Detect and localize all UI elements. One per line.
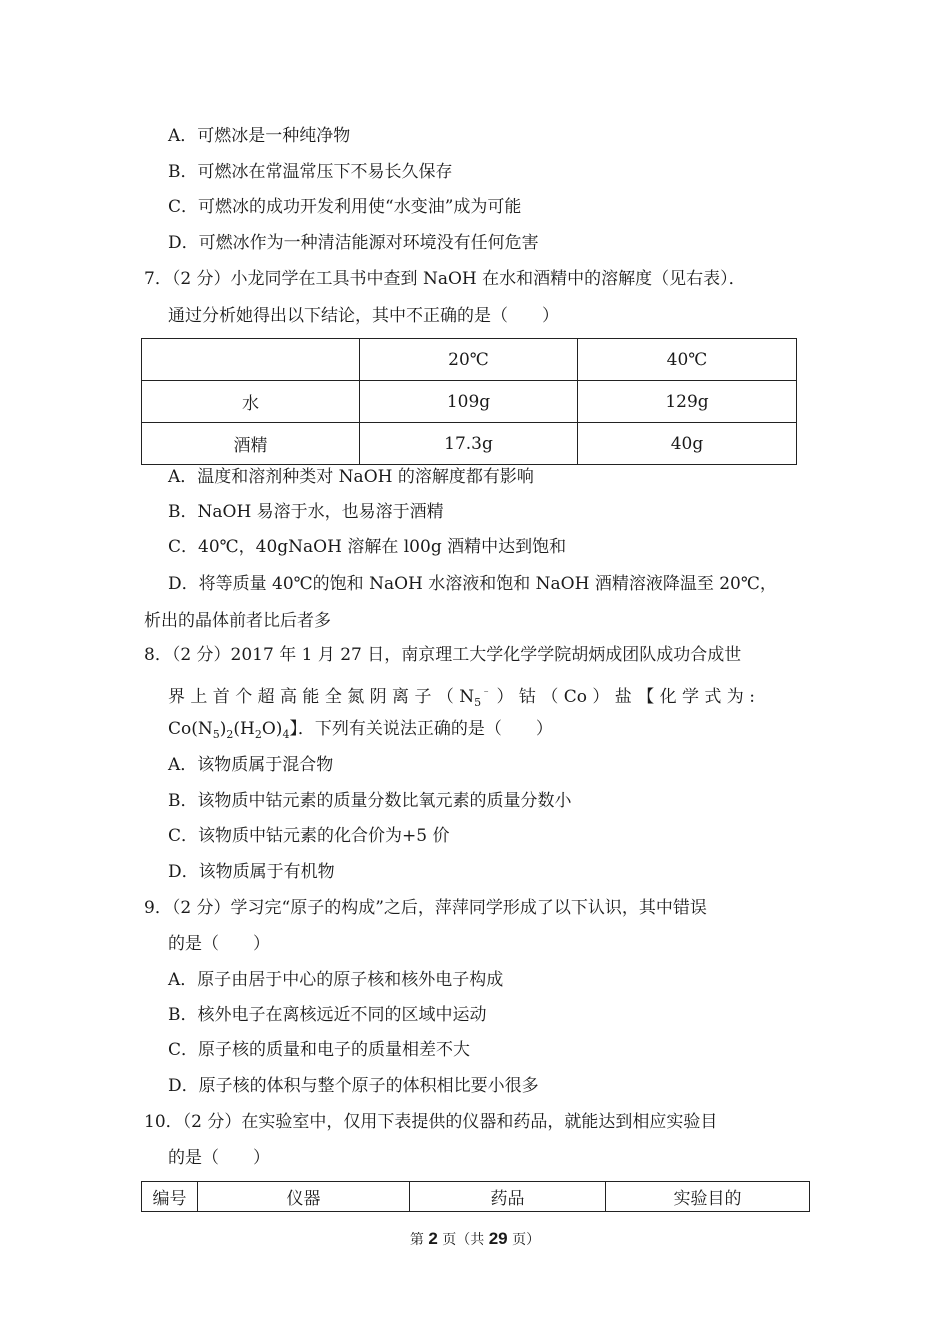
- q8-formula-subscript: 2: [226, 728, 234, 741]
- q6-option-d: D．可燃冰作为一种清洁能源对环境没有任何危害: [168, 233, 539, 253]
- q7-solubility-table: [141, 338, 797, 465]
- q9-option-a: A．原子由居于中心的原子核和核外电子构成: [168, 970, 504, 990]
- q10-stem-line2: 的是（ ）: [168, 1148, 270, 1168]
- q7-option-a: A．温度和溶剂种类对 NaOH 的溶解度都有影响: [168, 467, 534, 487]
- q7-table-row-label: 水: [142, 381, 360, 423]
- footer-prefix: 第: [409, 1232, 429, 1248]
- q8-stem-line2-text-b: ） 钴 （ Co ） 盐 【 化 学 式 为 :: [491, 687, 755, 707]
- page-footer: [0, 1228, 950, 1251]
- q6-option-c: C．可燃冰的成功开发利用使“水变油”成为可能: [168, 197, 522, 217]
- q7-table-corner-cell: [142, 339, 360, 381]
- q9-option-b: B．核外电子在离核远近不同的区域中运动: [168, 1005, 487, 1025]
- q7-table-cell: 17.3g: [360, 423, 578, 465]
- q8-formula: [168, 719, 289, 739]
- q7-stem-line2: 通过分析她得出以下结论，其中不正确的是（ ）: [168, 306, 559, 326]
- q8-option-d: D．该物质属于有机物: [168, 862, 335, 882]
- q7-stem-line1: 7．（2 分）小龙同学在工具书中查到 NaOH 在水和酒精中的溶解度（见右表）．: [144, 269, 746, 289]
- q8-option-c: C．该物质中钴元素的化合价为+5 价: [168, 826, 450, 846]
- q8-stem-line3-tail: 】．下列有关说法正确的是（ ）: [289, 719, 553, 739]
- q7-table-header-20c: 20℃: [360, 339, 578, 381]
- q8-formula-subscript: 4: [282, 728, 290, 741]
- q6-option-a: A．可燃冰是一种纯净物: [168, 126, 351, 146]
- q7-table-cell: 129g: [578, 381, 797, 423]
- q9-option-d: D．原子核的体积与整个原子的体积相比要小很多: [168, 1076, 539, 1096]
- q10-header-purpose: 实验目的: [606, 1182, 810, 1212]
- q9-stem-line1: 9．（2 分）学习完“原子的构成”之后，萍萍同学形成了以下认识，其中错误: [144, 898, 707, 918]
- footer-page-number: 2: [428, 1229, 438, 1248]
- q6-option-b: B．可燃冰在常温常压下不易长久保存: [168, 162, 453, 182]
- q9-option-c: C．原子核的质量和电子的质量相差不大: [168, 1040, 471, 1060]
- q8-ion-charge: ﹣: [481, 686, 492, 697]
- q8-formula-subscript: 2: [254, 728, 262, 741]
- q8-formula-part: (H: [233, 719, 255, 739]
- q8-stem-line1: 8．（2 分）2017 年 1 月 27 日，南京理工大学化学学院胡炳成团队成功合成世: [144, 645, 742, 665]
- q8-formula-part: Co(N: [168, 719, 213, 739]
- q8-formula-part: ): [219, 719, 227, 739]
- q7-option-b: B．NaOH 易溶于水，也易溶于酒精: [168, 502, 444, 522]
- q10-header-number: 编号: [142, 1182, 198, 1212]
- q10-experiment-table: [141, 1181, 810, 1212]
- q9-stem-line2: 的是（ ）: [168, 934, 270, 954]
- q7-table-cell: 109g: [360, 381, 578, 423]
- footer-suffix: 页）: [507, 1232, 541, 1248]
- q8-ion-subscript: 5: [474, 696, 482, 709]
- q7-option-d: D．将等质量 40℃的饱和 NaOH 水溶液和饱和 NaOH 酒精溶液降温至 20℃，: [168, 574, 777, 594]
- q8-option-b: B．该物质中钴元素的质量分数比氧元素的质量分数小: [168, 791, 572, 811]
- footer-total-pages: 29: [488, 1229, 508, 1248]
- footer-middle: 页（共: [437, 1232, 489, 1248]
- q8-formula-subscript: 5: [212, 728, 220, 741]
- q8-stem-line2-text: 界 上 首 个 超 高 能 全 氮 阴 离 子 （ N: [168, 687, 475, 707]
- q10-stem-line1: 10．（2 分）在实验室中，仅用下表提供的仪器和药品，就能达到相应实验目: [144, 1112, 718, 1132]
- q7-table-row-label: 酒精: [142, 423, 360, 465]
- q10-header-reagent: 药品: [410, 1182, 606, 1212]
- q7-table-header-40c: 40℃: [578, 339, 797, 381]
- q7-table-cell: 40g: [578, 423, 797, 465]
- q8-stem-line3: [168, 717, 553, 747]
- q8-option-a: A．该物质属于混合物: [168, 755, 334, 775]
- q8-stem-line2: [168, 680, 755, 715]
- q8-formula-part: O): [261, 719, 283, 739]
- q7-option-d-continued: 析出的晶体前者比后者多: [144, 611, 331, 631]
- q7-option-c: C．40℃，40gNaOH 溶解在 l00g 酒精中达到饱和: [168, 537, 567, 557]
- q10-header-instrument: 仪器: [198, 1182, 410, 1212]
